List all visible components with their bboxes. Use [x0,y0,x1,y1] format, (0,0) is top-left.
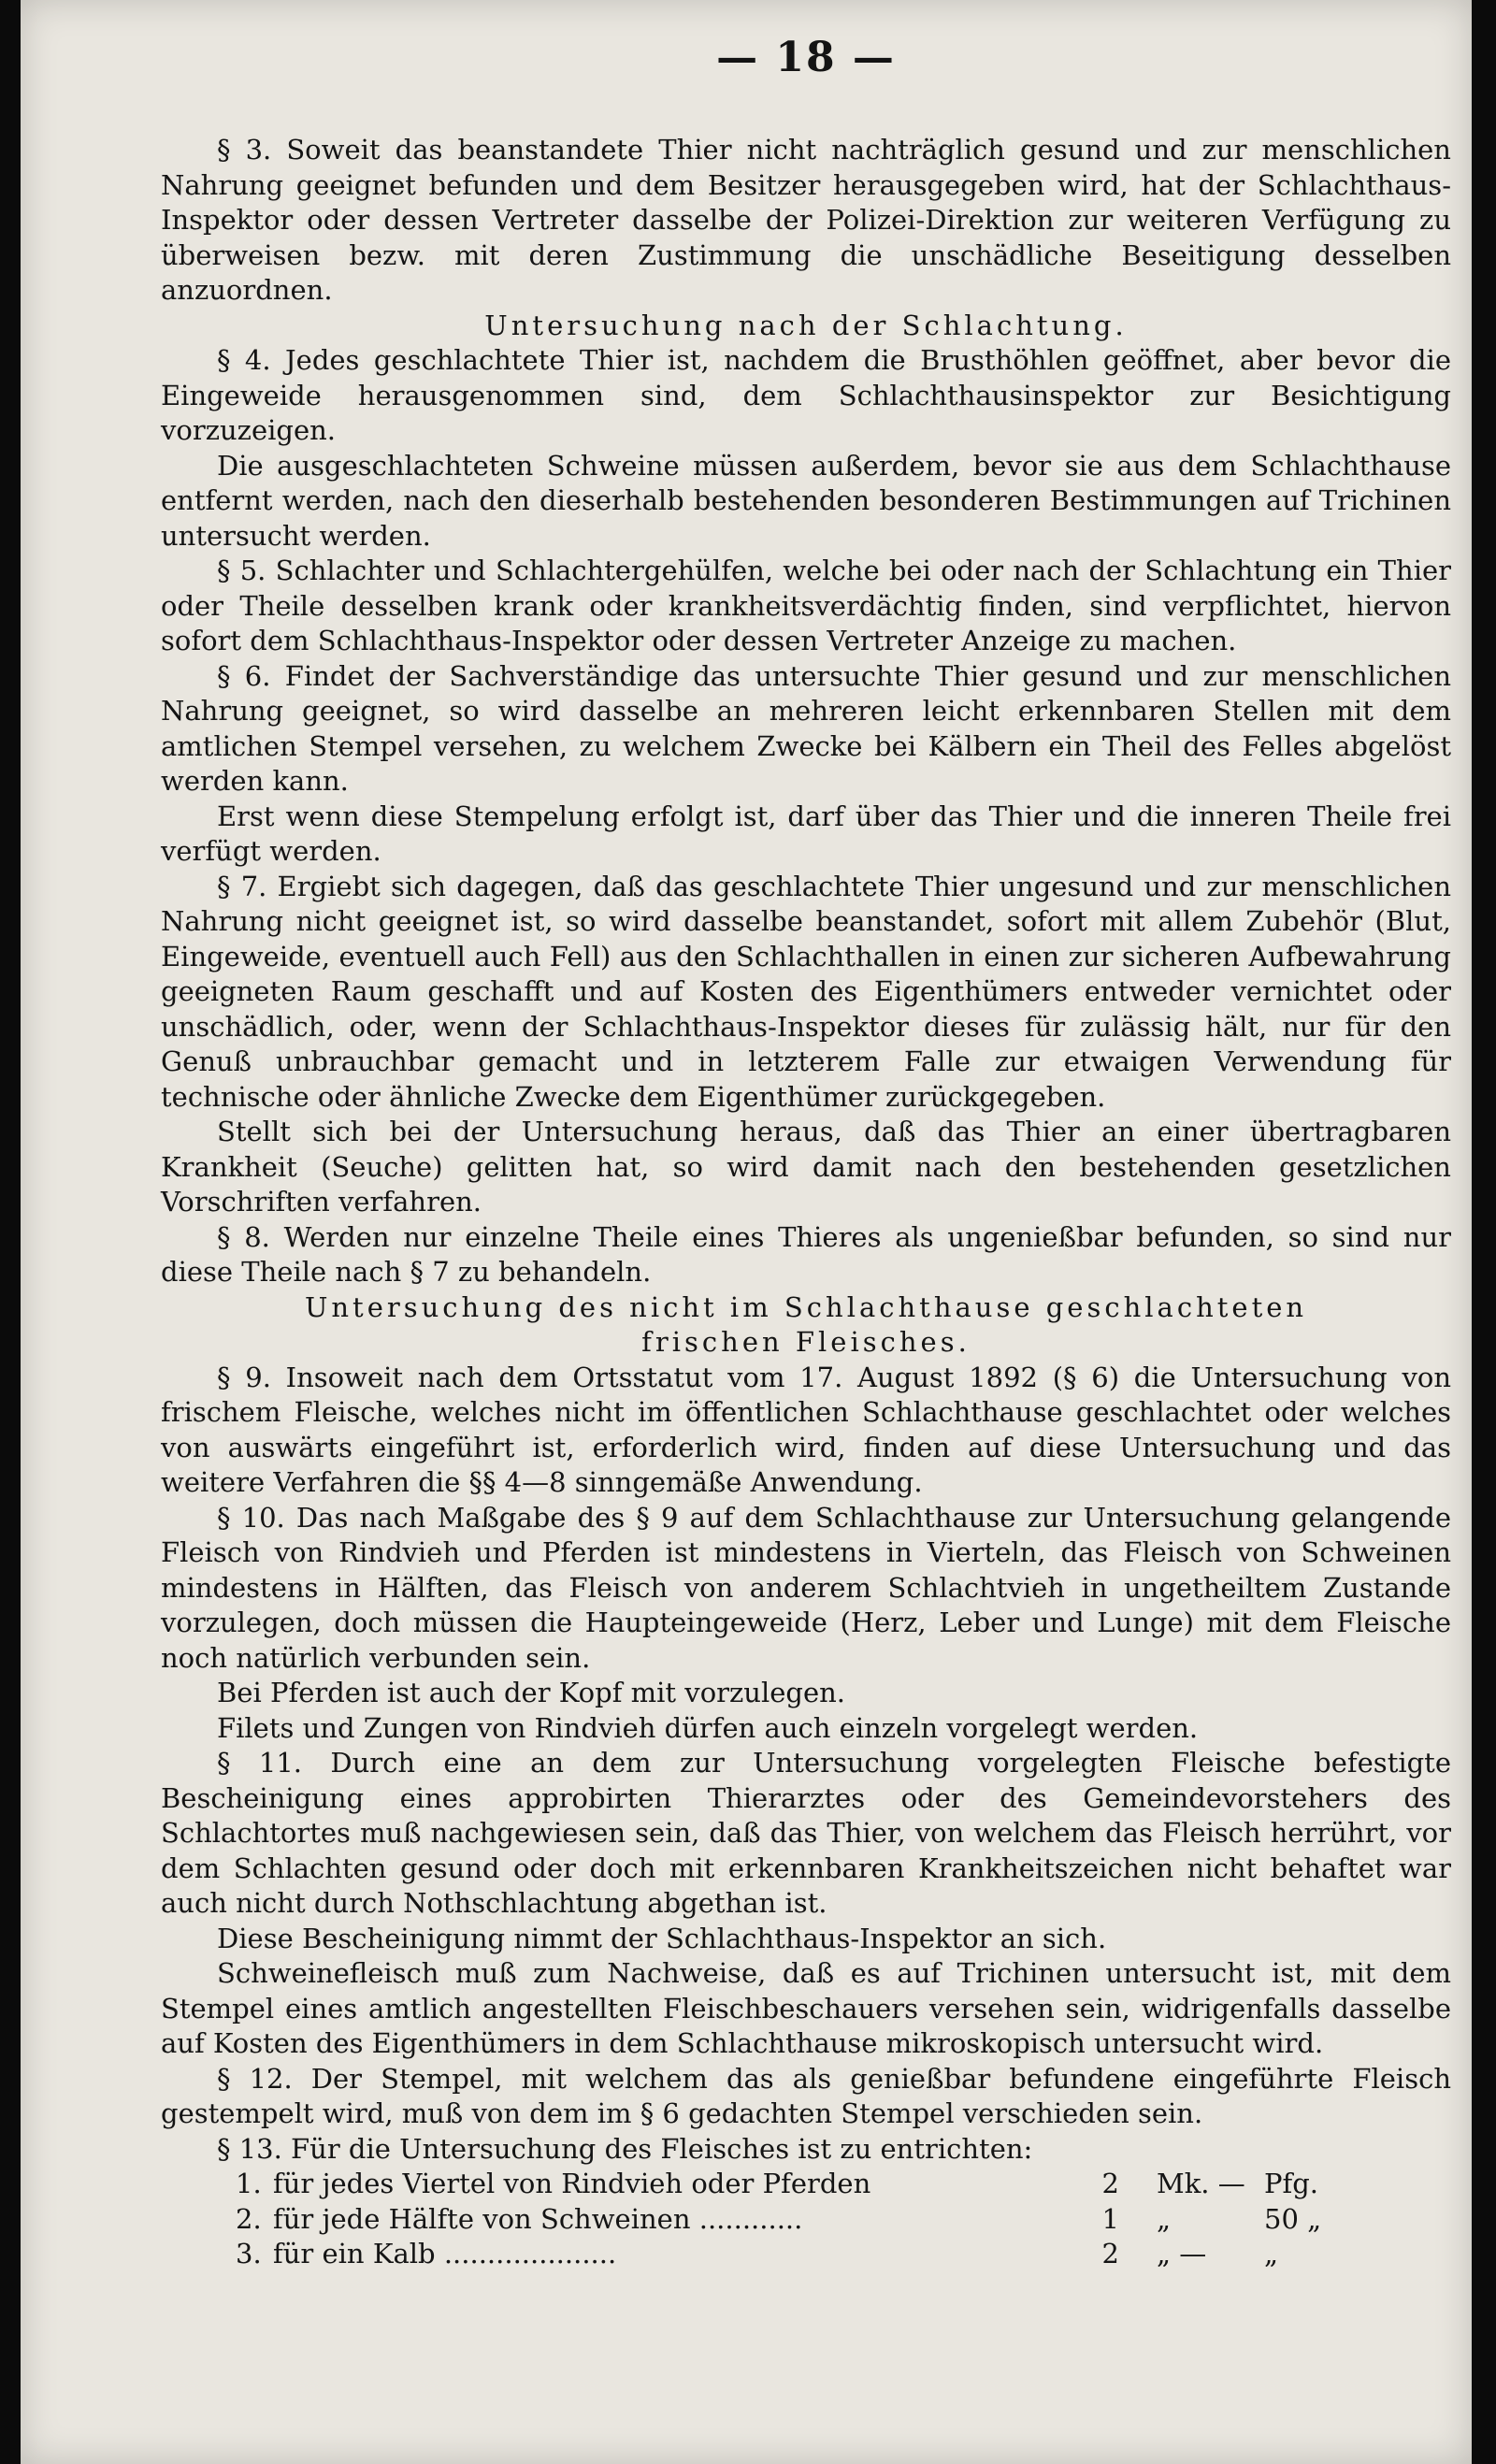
paragraph-section-10: § 10. Das nach Maßgabe des § 9 auf dem Schlachthause zur Untersuchung gelangende Fleisch von Rindvieh und Pferden ist mindestens in Vierteln, das Fleisch von Schweinen mindestens in Hälften, das Fleisch von anderem Schlachtvieh in ungetheiltem Zustande vorzulegen, doch müssen die Haupteingeweide (Herz, Leber und Lunge) mit dem Fleische noch natürlich verbunden sein. [161,1501,1451,1674]
fee-row [161,2167,1451,2202]
paragraph-trichinae: Die ausgeschlachteten Schweine müssen außerdem, bevor sie aus dem Schlachthause entfernt werden, nach den dieserhalb bestehenden besonderen Bestimmungen auf Trichinen untersucht werden. [161,449,1451,552]
fee-unit-pfennig: 50 „ [1264,2202,1322,2235]
paragraph-section-11: § 11. Durch eine an dem zur Untersuchung vorgelegten Fleische befestigte Bescheinigung eines approbirten Thierarztes oder des Gemeindevorstehers des Schlachtortes muß nachgewiesen sein, daß das Thier, von welchem das Fleisch herrührt, vor dem Schlachten gesund oder doch mit erkennbaren Krankheitszeichen nicht behaftet war auch nicht durch Nothschlachtung abgethan ist. [161,1747,1451,1919]
fee-amount-mark: 1 [1101,2202,1119,2235]
paragraph-section-7: § 7. Ergiebt sich dagegen, daß das geschlachtete Thier ungesund und zur menschlichen Nahrung nicht geeignet ist, so wird dasselbe beanstandet, sofort mit allem Zubehör (Blut, Eingeweide, eventuell auch Fell) aus den Schlachthallen in einen zur sicheren Aufbewahrung geeigneten Raum geschafft und auf Kosten des Eigenthümers entweder vernichtet oder unschädlich, oder, wenn der Schlachthaus-Inspektor dieses für zulässig hält, nur für den Genuß unbrauchbar gemacht und in letzterem Falle zur etwaigen Verwendung für technische oder ähnliche Zwecke dem Eigenthümer zurückgegeben. [161,870,1451,1113]
fee-amount-mark: 2 [1101,2168,1119,2199]
fee-unit-mark: „ [1157,2202,1172,2235]
paragraph-section-8: § 8. Werden nur einzelne Theile eines Thieres als ungenießbar befunden, so sind nur diese Theile nach § 7 zu behandeln. [161,1220,1451,1288]
fee-row [161,2237,1451,2272]
paragraph-section-5: § 5. Schlachter und Schlachtergehülfen, welche bei oder nach der Schlachtung ein Thier oder Theile desselben krank oder krankheitsverdächtig finden, sind verpflichtet, hiervon sofort dem Schlachthaus-Inspektor oder dessen Vertreter Anzeige zu machen. [161,555,1451,656]
paragraph-certificate: Diese Bescheinigung nimmt der Schlachthaus-Inspektor an sich. [217,1922,1107,1954]
fee-leader-dots: .................... [443,2238,617,2269]
fee-unit-mark: „ — [1157,2238,1207,2269]
fee-description-text: für jede Hälfte von Schweinen [273,2202,691,2235]
fee-number: 2. [236,2202,262,2235]
page-content [161,34,1451,2272]
fee-description: für jedes Viertel von Rindvieh oder Pferden [273,2168,871,2199]
paragraph-section-9: § 9. Insoweit nach dem Ortsstatut vom 17. August 1892 (§ 6) die Untersuchung von frischem Fleische, welches nicht im öffentlichen Schlachthause geschlachtet oder welches von auswärts eingeführt ist, erforderlich wird, finden auf diese Untersuchung und das weitere Verfahren die §§ 4—8 sinngemäße Anwendung. [161,1361,1451,1498]
paragraph-section-13: § 13. Für die Untersuchung des Fleisches ist zu entrichten: [217,2132,1033,2165]
fee-amount-mark: 2 [1101,2238,1119,2269]
fee-row [161,2202,1451,2238]
paragraph-section-12: § 12. Der Stempel, mit welchem das als genießbar befundene eingeführte Fleisch gestempelt wird, muß von dem im § 6 gedachten Stempel verschieden sein. [161,2062,1451,2129]
paragraph-section-3: § 3. Soweit das beanstandete Thier nicht nachträglich gesund und zur menschlichen Nahrung geeignet befunden und dem Besitzer herausgegeben wird, hat der Schlachthaus-Inspektor oder dessen Vertreter dasselbe der Polizei-Direktion zur weiteren Verfügung zu überweisen bezw. mit deren Zustimmung die unschädliche Beseitigung desselben anzuordnen. [161,134,1451,306]
document-page [21,0,1472,2464]
paragraph-section-4: § 4. Jedes geschlachtete Thier ist, nachdem die Brusthöhlen geöffnet, aber bevor die Eingeweide herausgenommen sind, dem Schlachthausinspektor zur Besichtigung vorzuzeigen. [161,344,1451,446]
paragraph-horses-head: Bei Pferden ist auch der Kopf mit vorzulegen. [217,1677,846,1708]
paragraph-pork-stamp: Schweinefleisch muß zum Nachweise, daß es auf Trichinen untersucht ist, mit dem Stempel eines amtlich angestellten Fleischbeschauers versehen sein, widrigenfalls dasselbe auf Kosten des Eigenthümers in dem Schlachthause mikroskopisch untersucht wird. [161,1957,1451,2059]
paragraph-section-6: § 6. Findet der Sachverständige das untersuchte Thier gesund und zur menschlichen Nahrung geeignet, so wird dasselbe an mehreren leicht erkennbaren Stellen mit dem amtlichen Stempel versehen, zu welchem Zwecke bei Kälbern ein Theil des Felles abgelöst werden kann. [161,659,1451,797]
fee-leader-dots: ............ [698,2202,803,2235]
paragraph-filets: Filets und Zungen von Rindvieh dürfen auch einzeln vorgelegt werden. [217,1711,1199,1744]
paragraph-stamping: Erst wenn diese Stempelung erfolgt ist, darf über das Thier und die inneren Theile frei verfügt werden. [161,800,1451,867]
fee-unit-pfennig: Pfg. [1264,2168,1319,2199]
fee-number: 3. [236,2238,262,2269]
fee-description [273,2237,616,2272]
fee-description-text: für ein Kalb [273,2238,436,2269]
fee-description [273,2202,802,2238]
fee-unit-mark: Mk. — [1157,2168,1245,2199]
section-heading-fresh-meat-line2: frischen Fleisches. [641,1326,971,1358]
page-number: — 18 — [716,34,896,81]
paragraph-epidemic: Stellt sich bei der Untersuchung heraus, daß das Thier an einer übertragbaren Krankheit (Seuche) gelitten hat, so wird damit nach den bestehenden gesetzlichen Vorschriften verfahren. [161,1116,1451,1218]
section-heading-after-slaughter: Untersuchung nach der Schlachtung. [484,309,1128,341]
fee-number: 1. [236,2168,262,2199]
section-heading-fresh-meat-line1: Untersuchung des nicht im Schlachthause geschlachteten [304,1290,1308,1323]
fee-unit-pfennig: „ [1264,2238,1279,2269]
